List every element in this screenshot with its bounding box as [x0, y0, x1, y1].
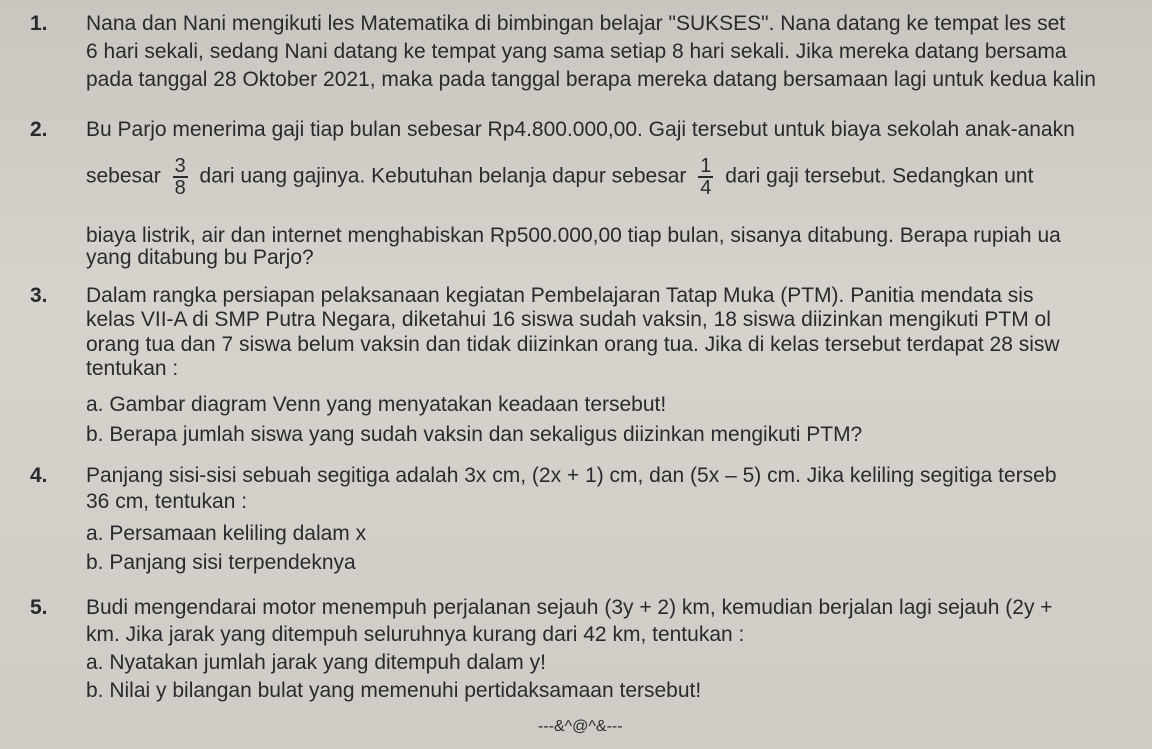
question-3-line-4: tentukan : [86, 357, 179, 380]
fraction-1-numerator: 3 [174, 155, 186, 177]
question-5-item-b: b. Nilai y bilangan bulat yang memenuhi pertidaksamaan tersebut! [86, 679, 702, 702]
question-1-line-1: Nana dan Nani mengikuti les Matematika di bimbingan belajar "SUKSES". Nana datang ke tempat les set [86, 12, 1066, 35]
question-3-line-3: orang tua dan 7 siswa belum vaksin dan tidak diizinkan orang tua. Jika di kelas tersebut terdapat 28 sisw [86, 333, 1060, 356]
question-2-seg-1: sebesar [86, 164, 161, 188]
question-5-line-1: Budi mengendarai motor menempuh perjalanan sejauh (3y + 2) km, kemudian berjalan lagi sejauh (2y + [86, 596, 1053, 619]
question-5-item-a: a. Nyatakan jumlah jarak yang ditempuh dalam y! [86, 651, 546, 674]
question-3-item-a: a. Gambar diagram Venn yang menyatakan keadaan tersebut! [86, 393, 667, 416]
footer-ornament: ---&^@^&--- [538, 718, 623, 735]
question-4-item-a: a. Persamaan keliling dalam x [86, 522, 367, 545]
question-4-line-1: Panjang sisi-sisi sebuah segitiga adalah 3x cm, (2x + 1) cm, dan (5x – 5) cm. Jika keliling segitiga terseb [86, 464, 1057, 487]
fraction-1-denominator: 8 [174, 177, 186, 199]
question-5-number: 5. [30, 596, 48, 619]
question-1-line-2: 6 hari sekali, sedang Nani datang ke tempat yang sama setiap 8 hari sekali. Jika mereka datang bersama [86, 40, 1067, 63]
question-3-number: 3. [30, 284, 48, 307]
question-2-line-2 [86, 156, 1033, 198]
question-4-number: 4. [30, 464, 48, 487]
question-1-number: 1. [30, 12, 48, 35]
question-1-line-3: pada tanggal 28 Oktober 2021, maka pada tanggal berapa mereka datang bersamaan lagi untuk kedua kalin [86, 68, 1096, 91]
question-2-number: 2. [30, 118, 48, 141]
question-4-line-2: 36 cm, tentukan : [86, 490, 248, 513]
fraction-2-denominator: 4 [700, 177, 712, 199]
question-3-line-1: Dalam rangka persiapan pelaksanaan kegiatan Pembelajaran Tatap Muka (PTM). Panitia mendata sis [86, 284, 1034, 307]
question-3-line-2: kelas VII-A di SMP Putra Negara, diketahui 16 siswa sudah vaksin, 18 siswa diizinkan mengikuti PTM ol [86, 308, 1051, 331]
question-2-line-3: biaya listrik, air dan internet menghabiskan Rp500.000,00 tiap bulan, sisanya ditabung. Berapa rupiah ua [86, 224, 1061, 247]
question-2-seg-3: dari gaji tersebut. Sedangkan unt [725, 164, 1034, 188]
question-3-item-b: b. Berapa jumlah siswa yang sudah vaksin dan sekaligus diizinkan mengikuti PTM? [86, 423, 863, 446]
fraction-2-numerator: 1 [700, 155, 712, 177]
question-4-item-b: b. Panjang sisi terpendeknya [86, 551, 356, 574]
question-5-line-2: km. Jika jarak yang ditempuh seluruhnya kurang dari 42 km, tentukan : [86, 623, 745, 646]
question-2-line-4: yang ditabung bu Parjo? [86, 246, 314, 269]
fraction-three-eighths [173, 156, 188, 198]
question-2-seg-2: dari uang gajinya. Kebutuhan belanja dapur sebesar [199, 164, 687, 188]
question-2-line-1: Bu Parjo menerima gaji tiap bulan sebesar Rp4.800.000,00. Gaji tersebut untuk biaya sekolah anak-anakn [86, 118, 1075, 141]
fraction-one-quarter [698, 156, 713, 198]
